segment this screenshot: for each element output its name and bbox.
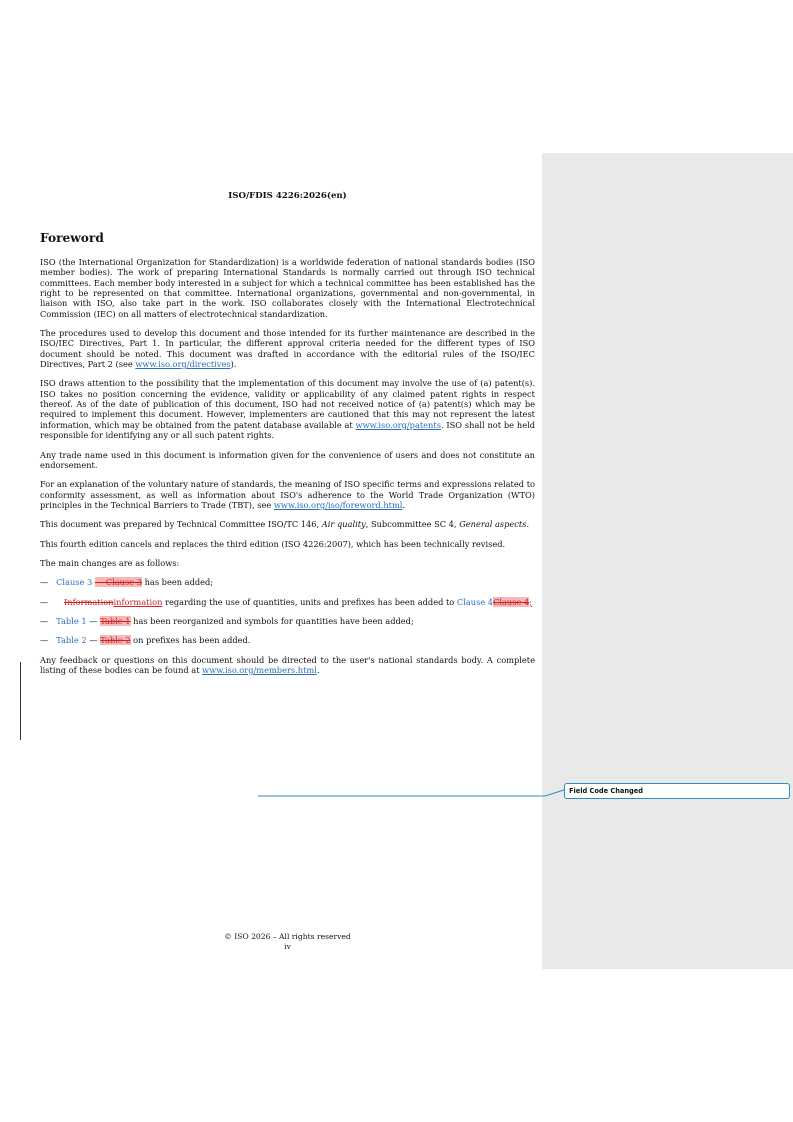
inserted-text: information bbox=[113, 596, 163, 607]
page-footer bbox=[40, 932, 535, 952]
list-item: — Clause 3 — Clause 3 has been added; bbox=[40, 577, 214, 588]
directives-link[interactable]: www.iso.org/directives bbox=[135, 359, 231, 370]
table-1-reference[interactable]: Table 1 bbox=[56, 615, 87, 626]
list-item: — Table 1 — Table 1 has been reorganized and symbols for quantities have been added; bbox=[40, 615, 414, 626]
clause-4-reference[interactable]: Clause 4 bbox=[456, 596, 494, 607]
paragraph-main-changes: The main changes are as follows: bbox=[40, 557, 180, 568]
paragraph-committee: This document was prepared by Technical Committee ISO/TC 146, Air quality, Subcommittee SC 4, General aspects. bbox=[40, 519, 530, 530]
deleted-text: Information bbox=[64, 596, 114, 607]
document-header: ISO/FDIS 4226:2026(en) bbox=[228, 191, 347, 201]
paragraph-procedures: The procedures used to develop this document and those intended for its further maintenance are described in the ISO/IEC Directives, Part 1. In particular, the different approval criteria needed for the different types of ISO document should be noted. This document was drafted in accordance with the editorial rules of the ISO/IEC Directives, Part 2 (see www.iso.org/directives). bbox=[40, 328, 535, 370]
paragraph-iso-intro: ISO (the International Organization for Standardization) is a worldwide federation of national standards bodies (ISO member bodies). The work of preparing International Standards is normally carried out through ISO technical committees. Each member body interested in a subject for which a technical committee has been established has the right to be represented on that committee. International organizations, governmental and non-governmental, in liaison with ISO, also take part in the work. ISO collaborates closely with the International Electrotechnical Commission (IEC) on all matters of electrotechnical standardization. bbox=[40, 257, 535, 319]
copyright-notice: © ISO 2026 – All rights reserved bbox=[224, 932, 351, 941]
page-number: iv bbox=[284, 942, 291, 951]
patents-link[interactable]: www.iso.org/patents bbox=[355, 419, 441, 430]
deleted-text: — Clause 3 bbox=[94, 577, 142, 588]
paragraph-feedback: Any feedback or questions on this document should be directed to the user's national standards body. A complete listing of these bodies can be found at www.iso.org/members.html. bbox=[40, 654, 535, 675]
deleted-text: Clause 4 bbox=[493, 596, 530, 607]
foreword-link[interactable]: www.iso.org/iso/foreword.html bbox=[273, 499, 403, 510]
deleted-text: Table 1 bbox=[100, 615, 131, 626]
paragraph-patents: ISO draws attention to the possibility that the implementation of this document may involve the use of (a) patent(s). ISO takes no position concerning the evidence, validity or applicability of any claimed patent rights in respect thereof. As of the date of publication of this document, ISO had not received notice of (a) patent(s) which may be required to implement this document. However, implementers are cautioned that this may not represent the latest information, which may be obtained from the patent database available at www.iso.org/patents. ISO shall not be held responsible for identifying any or all such patent rights. bbox=[40, 378, 535, 441]
deleted-text: Table 2 bbox=[100, 635, 131, 646]
list-item: — Informationinformation regarding the use of quantities, units and prefixes has been added to Clause 4Clause 4; bbox=[40, 596, 533, 607]
foreword-heading: Foreword bbox=[40, 231, 104, 245]
comment-balloon[interactable]: Field Code Changed bbox=[564, 783, 790, 799]
list-item: — Table 2 — Table 2 on prefixes has been added. bbox=[40, 635, 251, 646]
paragraph-trade-name: Any trade name used in this document is information given for the convenience of users and does not constitute an endorsement. bbox=[40, 449, 535, 470]
paragraph-voluntary: For an explanation of the voluntary nature of standards, the meaning of ISO specific terms and expressions related to conformity assessment, as well as information about ISO's adherence to the World Trade Organization (WTO) principles in the Technical Barriers to Trade (TBT), see www.iso.org/iso/foreword.html. bbox=[40, 479, 535, 510]
members-link[interactable]: www.iso.org/members.html bbox=[202, 664, 317, 675]
clause-3-reference[interactable]: Clause 3 bbox=[56, 577, 93, 588]
table-2-reference[interactable]: Table 2 bbox=[56, 635, 87, 646]
paragraph-edition: This fourth edition cancels and replaces the third edition (ISO 4226:2007), which has been technically revised. bbox=[40, 538, 506, 549]
